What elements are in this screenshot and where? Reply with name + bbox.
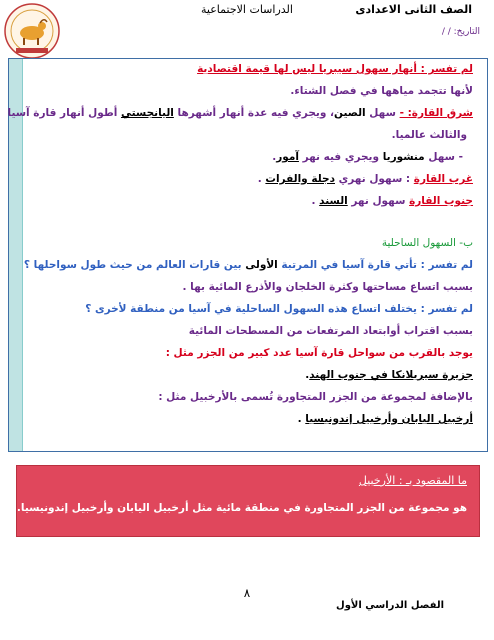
south-plain-line: جنوب القارة سهول نهر السند . — [311, 195, 473, 207]
ram-emblem-icon — [2, 2, 62, 60]
grade-label: الصف الثانى الاعدادى — [355, 3, 472, 16]
islands-line: يوجد بالقرب من سواحل قارة آسيا عدد كبير من الجزر مثل : — [165, 347, 473, 359]
page-number: ٨ — [243, 586, 251, 600]
question-line-3: لم تفسر : يختلف اتساع هذه السهول الساحلية في آسيا من منطقة لأخرى ؟ — [85, 303, 473, 315]
question-line-1: لم تفسر : أنهار سهول سيبريا ليس لها قيمة اقتصادية — [197, 63, 473, 75]
lesson-frame — [8, 58, 488, 452]
question-line-2: لم تفسر : تأتي قارة آسيا في المرتبة الأولى بين قارات العالم من حيث طول سواحلها ؟ — [23, 259, 473, 271]
semester-footer: الفصل الدراسي الأول — [336, 600, 444, 611]
definition-box — [16, 465, 480, 537]
srilanka-line: جزيرة سيريلانكا في جنوب الهند. — [305, 369, 473, 381]
manchuria-line: - سهل منشوريا ويجري فيه نهر آمور. — [272, 151, 463, 163]
answer-line-2: بسبب اتساع مساحتها وكثرة الخلجان والأذرع المائية بها . — [182, 281, 473, 293]
archipelago-examples-line: أرخبيل اليابان وأرخبيل إندونيسيا . — [297, 413, 473, 425]
section-heading: ب- السهول الساحلية — [381, 237, 473, 249]
date-field: التاريخ: / / — [441, 27, 480, 37]
subject-title: الدراسات الاجتماعية — [201, 3, 293, 16]
east-plain-line: شرق القارة: - سهل الصين، ويجري فيه عدة أنهار أشهرها اليانجستي أطول أنهار قارة آسيا — [7, 107, 473, 119]
east-plain-line-cont: والثالث عالميا. — [391, 129, 467, 141]
answer-line-3: بسبب اقتراب أوابتعاد المرتفعات من المسطحات المائية — [188, 325, 473, 337]
definition-title: ما المقصود بـ : الأرخبيل — [358, 474, 467, 487]
answer-line-1: لأنها تتجمد مياهها في فصل الشتاء. — [290, 85, 473, 97]
definition-text: هو مجموعة من الجزر المتجاورة في منطقة مائية مثل أرخبيل اليابان وأرخبيل إندونيسيا. — [16, 502, 467, 514]
archipelago-line: بالإضافة لمجموعة من الجزر المتجاورة تُسمى بالأرخبيل مثل : — [158, 391, 473, 403]
west-plain-line: غرب القارة : سهول نهري دجلة والفرات . — [257, 173, 473, 185]
